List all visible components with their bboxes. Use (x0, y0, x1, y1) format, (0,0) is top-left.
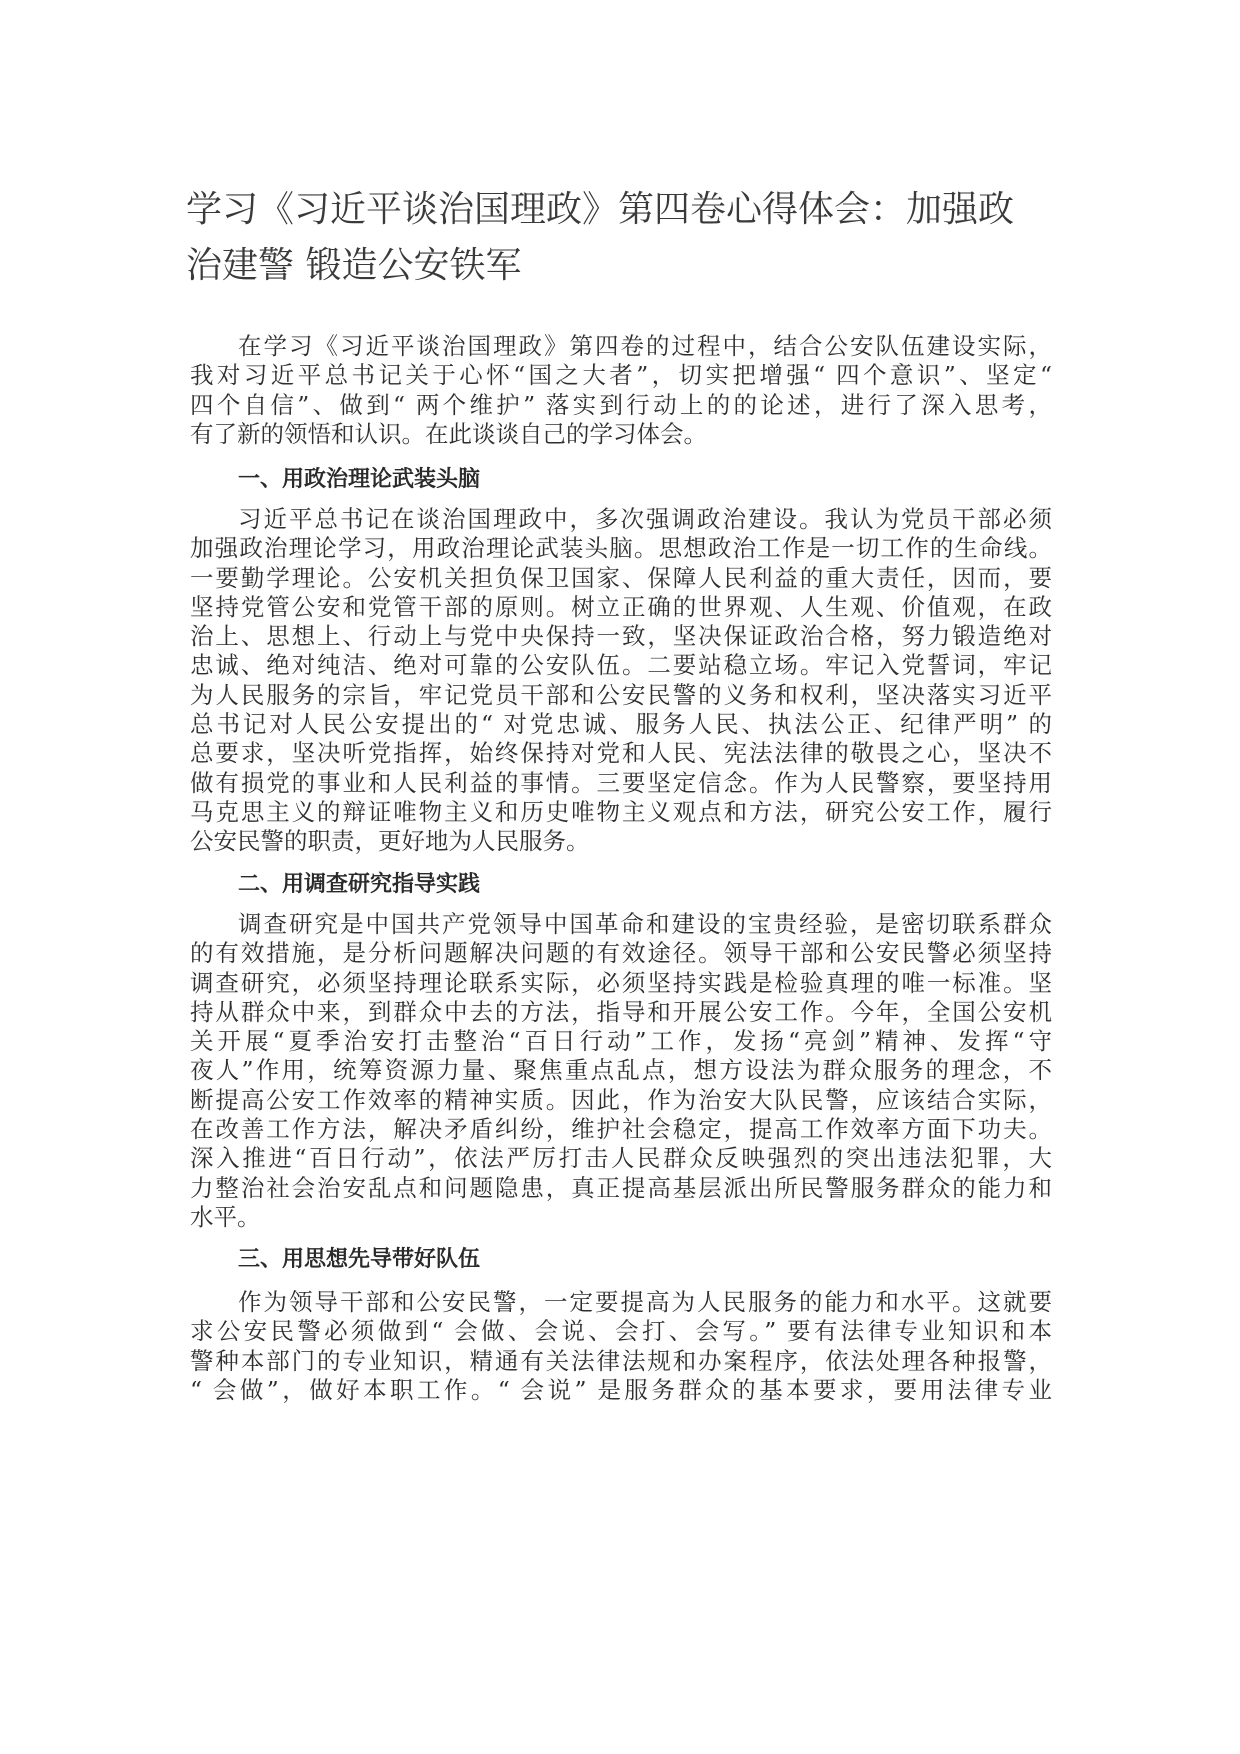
paragraph-line: 我对习近平总书记关于心怀“国之大者”，切实把增强“ 四个意识”、坚定“ (190, 361, 1052, 390)
paragraph-line: 坚持党管公安和党管干部的原则。树立正确的世界观、人生观、价值观，在政 (190, 592, 1052, 621)
paragraph-line: 关开展“夏季治安打击整治“百日行动”工作，发扬“亮剑”精神、发挥“守 (190, 1027, 1052, 1056)
section-heading-3: 三、用思想先导带好队伍 (238, 1247, 481, 1272)
document-title (186, 182, 1056, 294)
paragraph-intro (190, 332, 1052, 449)
paragraph-line: 求公安民警必须做到“ 会做、会说、会打、会写。” 要有法律专业知识和本 (190, 1317, 1052, 1346)
paragraph-line: 为人民服务的宗旨，牢记党员干部和公安民警的义务和权利，坚决落实习近平 (190, 680, 1052, 709)
section-heading-1: 一、用政治理论武装头脑 (238, 467, 481, 492)
paragraph-line: 马克思主义的辩证唯物主义和历史唯物主义观点和方法，研究公安工作，履行 (190, 797, 1052, 826)
paragraph-line: 习近平总书记在谈治国理政中，多次强调政治建设。我认为党员干部必须 (238, 505, 1052, 533)
paragraph-line: 在学习《习近平谈治国理政》第四卷的过程中，结合公安队伍建设实际， (238, 332, 1052, 360)
paragraph-line: 断提高公安工作效率的精神实质。因此，作为治安大队民警，应该结合实际， (190, 1085, 1052, 1114)
paragraph-line: 忠诚、绝对纯洁、绝对可靠的公安队伍。二要站稳立场。牢记入党誓词，牢记 (190, 651, 1052, 680)
paragraph-line: 在改善工作方法，解决矛盾纠纷，维护社会稳定，提高工作效率方面下功夫。 (190, 1115, 1052, 1144)
paragraph-line: 持从群众中来，到群众中去的方法，指导和开展公安工作。今年，全国公安机 (190, 997, 1052, 1026)
paragraph-line: 治上、思想上、行动上与党中央保持一致，坚决保证政治合格，努力锻造绝对 (190, 622, 1052, 651)
paragraph-line: 作为领导干部和公安民警，一定要提高为人民服务的能力和水平。这就要 (238, 1288, 1052, 1316)
paragraph-line: 公安民警的职责，更好地为人民服务。 (190, 827, 590, 856)
paragraph-line: 有了新的领悟和认识。在此谈谈自己的学习体会。 (190, 419, 707, 448)
paragraph-line: 做有损党的事业和人民利益的事情。三要坚定信念。作为人民警察，要坚持用 (190, 768, 1052, 797)
paragraph-line: 调查研究，必须坚持理论联系实际，必须坚持实践是检验真理的唯一标准。坚 (190, 968, 1052, 997)
title-line: 治建警 锻造公安铁军 (186, 245, 522, 286)
paragraph-line: 四个自信”、做到“ 两个维护” 落实到行动上的的论述，进行了深入思考， (190, 390, 1052, 419)
paragraph-line: 夜人”作用，统筹资源力量、聚焦重点乱点，想方设法为群众服务的理念，不 (190, 1056, 1052, 1085)
paragraph-line: 总要求，坚决听党指挥，始终保持对党和人民、宪法法律的敬畏之心，坚决不 (190, 739, 1052, 768)
paragraph-section-3 (190, 1288, 1052, 1405)
paragraph-line: 一要勤学理论。公安机关担负保卫国家、保障人民利益的重大责任，因而，要 (190, 563, 1052, 592)
paragraph-line: 总书记对人民公安提出的“ 对党忠诚、服务人民、执法公正、纪律严明” 的 (190, 710, 1052, 739)
paragraph-line: 力整治社会治安乱点和问题隐患，真正提高基层派出所民警服务群众的能力和 (190, 1173, 1052, 1202)
paragraph-line: 调查研究是中国共产党领导中国革命和建设的宝贵经验，是密切联系群众 (238, 910, 1052, 938)
section-heading-2: 二、用调查研究指导实践 (238, 872, 481, 897)
paragraph-section-2 (190, 910, 1052, 1232)
paragraph-section-1 (190, 505, 1052, 857)
paragraph-line: 深入推进“百日行动”，依法严厉打击人民群众反映强烈的突出违法犯罪，大 (190, 1144, 1052, 1173)
paragraph-line: 的有效措施，是分析问题解决问题的有效途径。领导干部和公安民警必须坚持 (190, 939, 1052, 968)
paragraph-line: 加强政治理论学习，用政治理论武装头脑。思想政治工作是一切工作的生命线。 (190, 534, 1052, 563)
paragraph-line: “ 会做”，做好本职工作。“ 会说” 是服务群众的基本要求，要用法律专业 (190, 1375, 1052, 1404)
title-line: 学习《习近平谈治国理政》第四卷心得体会：加强政 (186, 189, 1015, 230)
paragraph-line: 警种本部门的专业知识，精通有关法律法规和办案程序，依法处理各种报警， (190, 1346, 1052, 1375)
paragraph-line: 水平。 (190, 1202, 261, 1231)
